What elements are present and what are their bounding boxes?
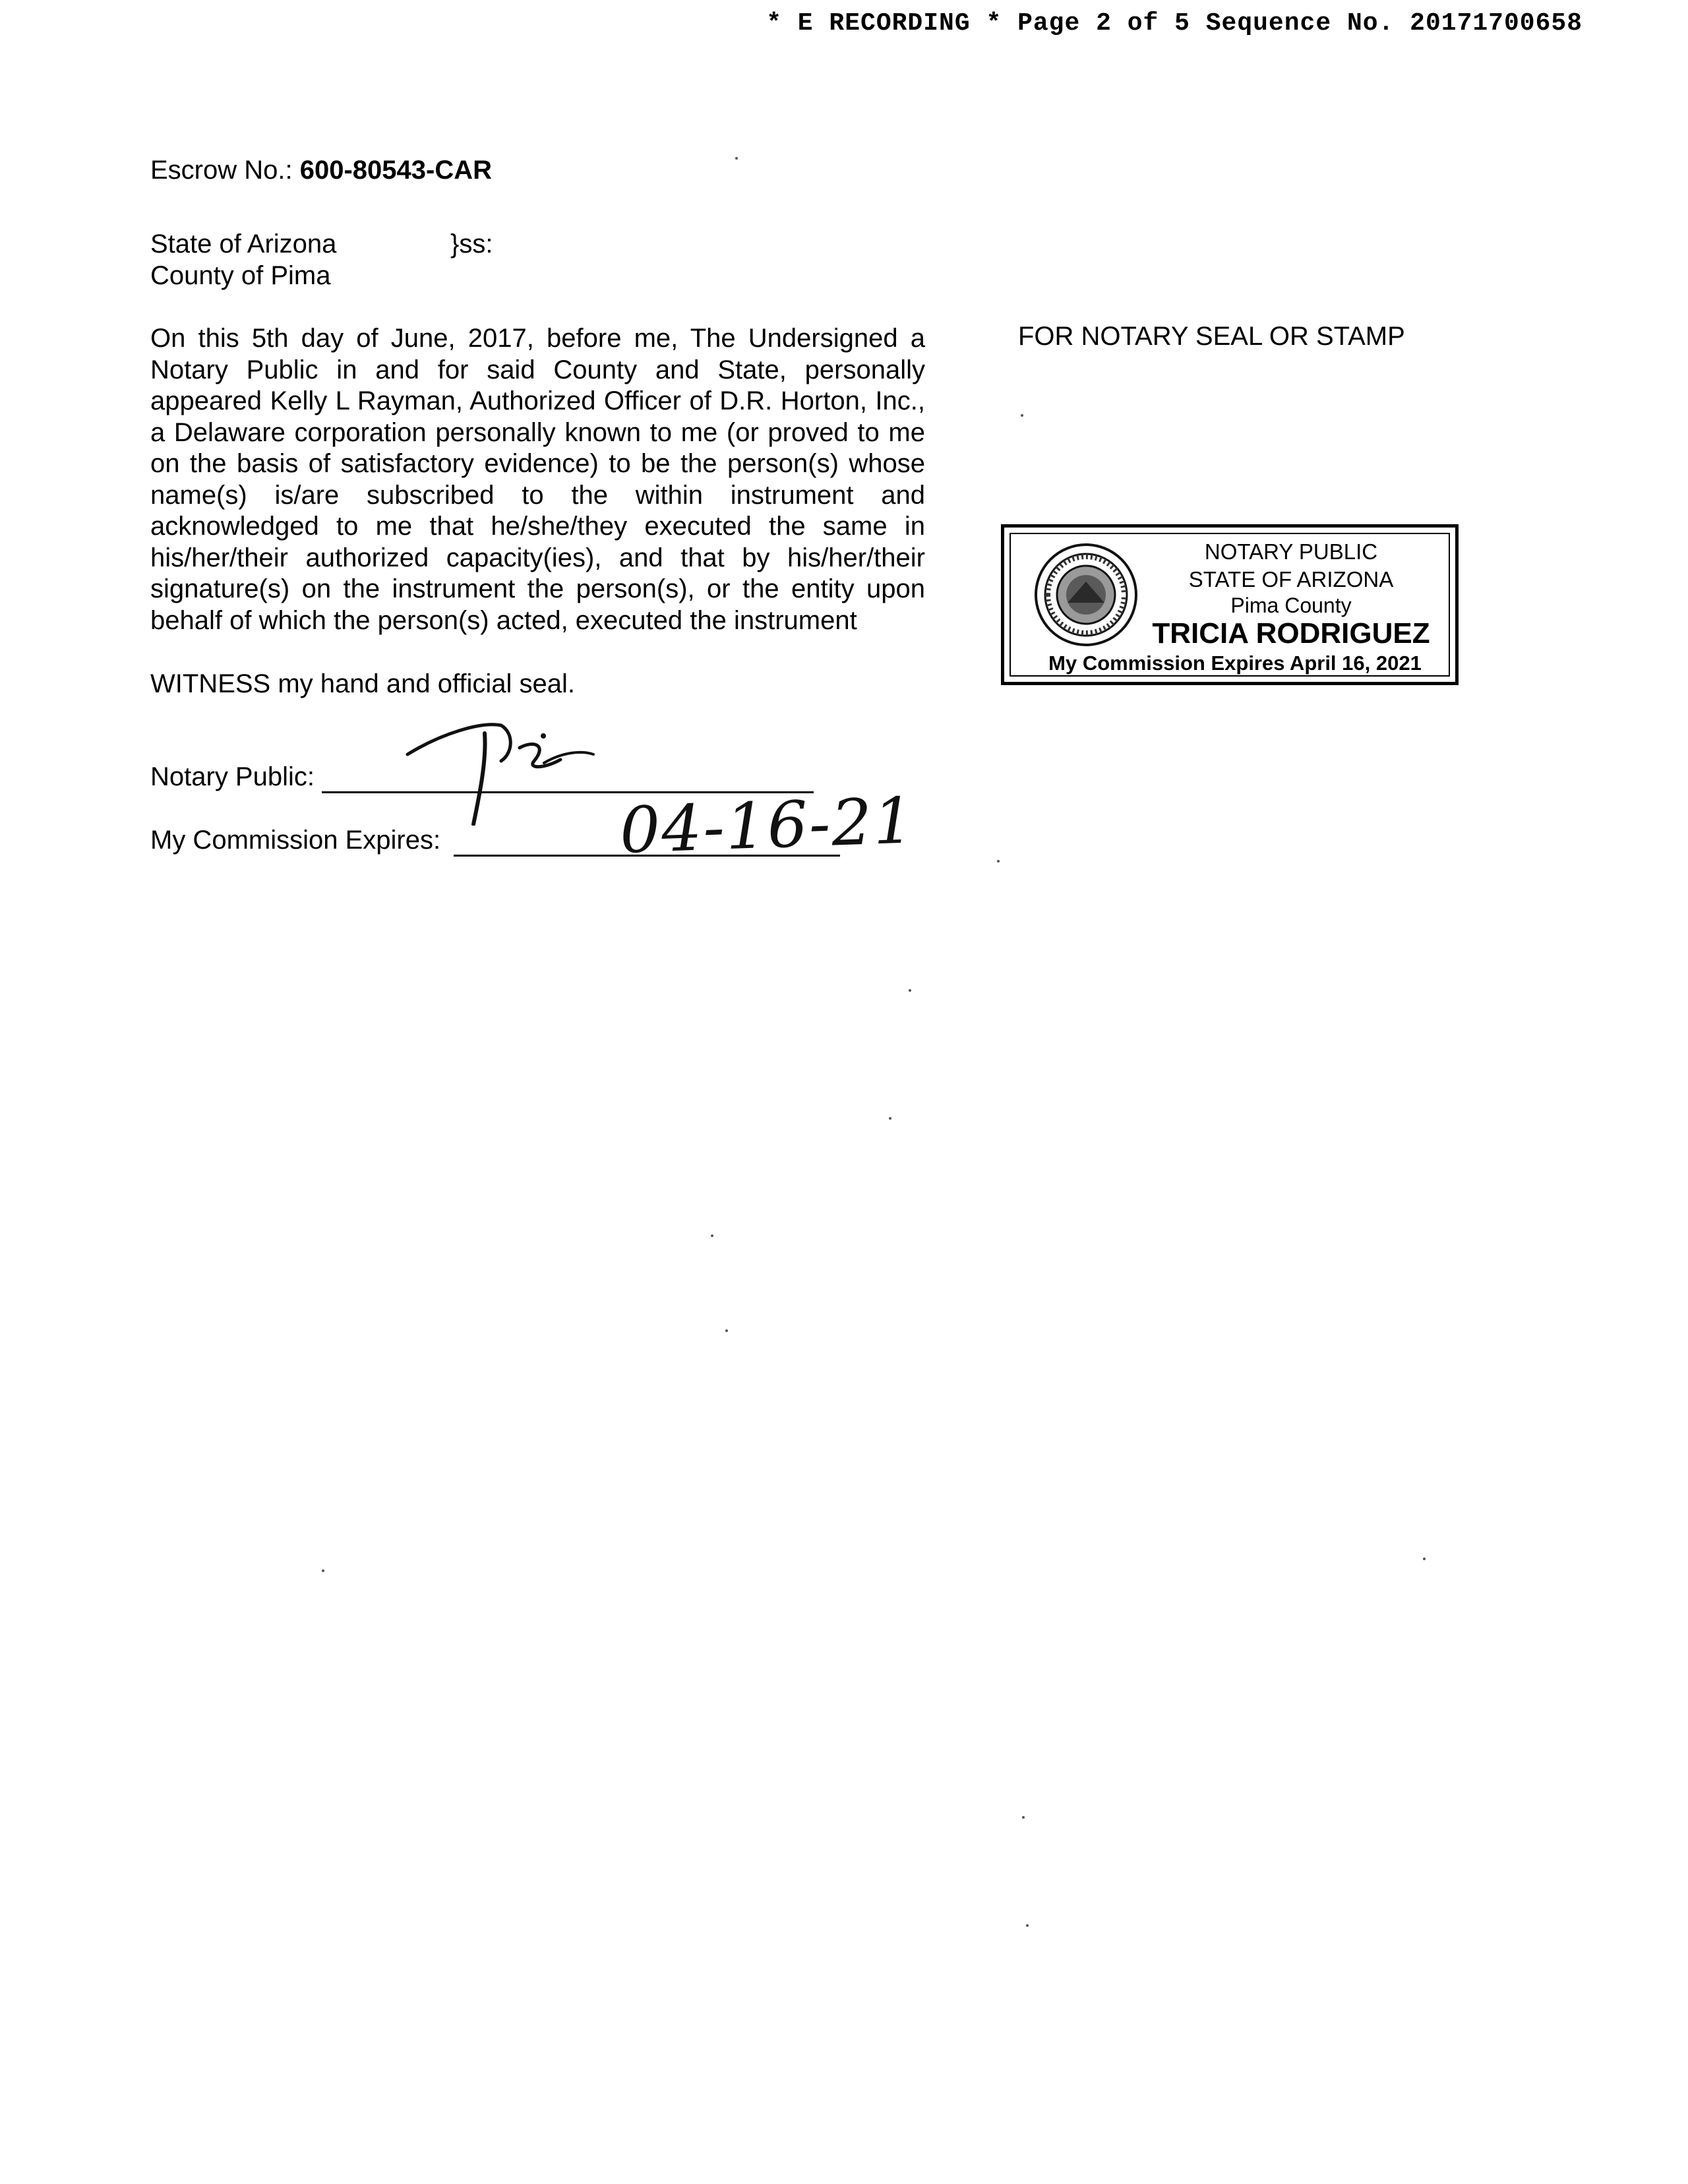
scan-speck: [1423, 1558, 1426, 1560]
notary-signature: [402, 713, 653, 826]
escrow-number-line: [150, 154, 492, 186]
notary-public-label: Notary Public:: [150, 762, 315, 791]
scan-speck: [909, 989, 911, 992]
escrow-number: 600-80543-CAR: [299, 156, 492, 185]
seal-area-heading: FOR NOTARY SEAL OR STAMP: [1018, 322, 1405, 351]
witness-statement: WITNESS my hand and official seal.: [150, 669, 575, 698]
stamp-title: NOTARY PUBLIC: [1204, 539, 1378, 564]
commission-expires-handwritten: 04-16-21: [618, 783, 917, 868]
notary-stamp: [1001, 524, 1459, 685]
stamp-county: Pima County: [1230, 593, 1352, 617]
scan-speck: [1026, 1924, 1029, 1927]
recording-header: * E RECORDING * Page 2 of 5 Sequence No. 20171700658: [766, 9, 1582, 38]
stamp-notary-name: TRICIA RODRIGUEZ: [1152, 617, 1430, 650]
venue-county: County of Pima: [150, 261, 331, 290]
acknowledgment-paragraph: On this 5th day of June, 2017, before me, The Undersigned a Notary Public in and for said County and State, personally appeared Kelly L Rayman, Authorized Officer of D.R. Horton, Inc., a Delaware corporation personally known to me (or proved to me on the basis of satisfactory evidence) to be the person(s) whose name(s) is/are subscribed to the within instrument and acknowledged to me that he/she/they executed the same in his/her/their authorized capacity(ies), and that by his/her/their signature(s) on the instrument the person(s), or the entity upon behalf of which the person(s) acted, executed the instrument: [150, 324, 925, 635]
scan-speck: [735, 157, 738, 160]
escrow-label: Escrow No.:: [150, 156, 300, 185]
venue-state: State of Arizona: [150, 229, 337, 258]
scan-speck: [997, 860, 1000, 863]
scan-speck: [725, 1329, 728, 1332]
scan-speck: [711, 1234, 713, 1237]
venue-ss: }ss:: [450, 229, 493, 258]
scan-speck: [1022, 1816, 1025, 1819]
stamp-commission-expiry: My Commission Expires April 16, 2021: [1048, 652, 1422, 675]
scan-speck: [889, 1117, 891, 1120]
stamp-state: STATE OF ARIZONA: [1188, 567, 1394, 592]
scan-speck: [1021, 414, 1023, 417]
state-seal-icon: [1033, 542, 1139, 648]
commission-expires-label: My Commission Expires:: [150, 826, 441, 855]
scan-speck: [322, 1569, 324, 1572]
